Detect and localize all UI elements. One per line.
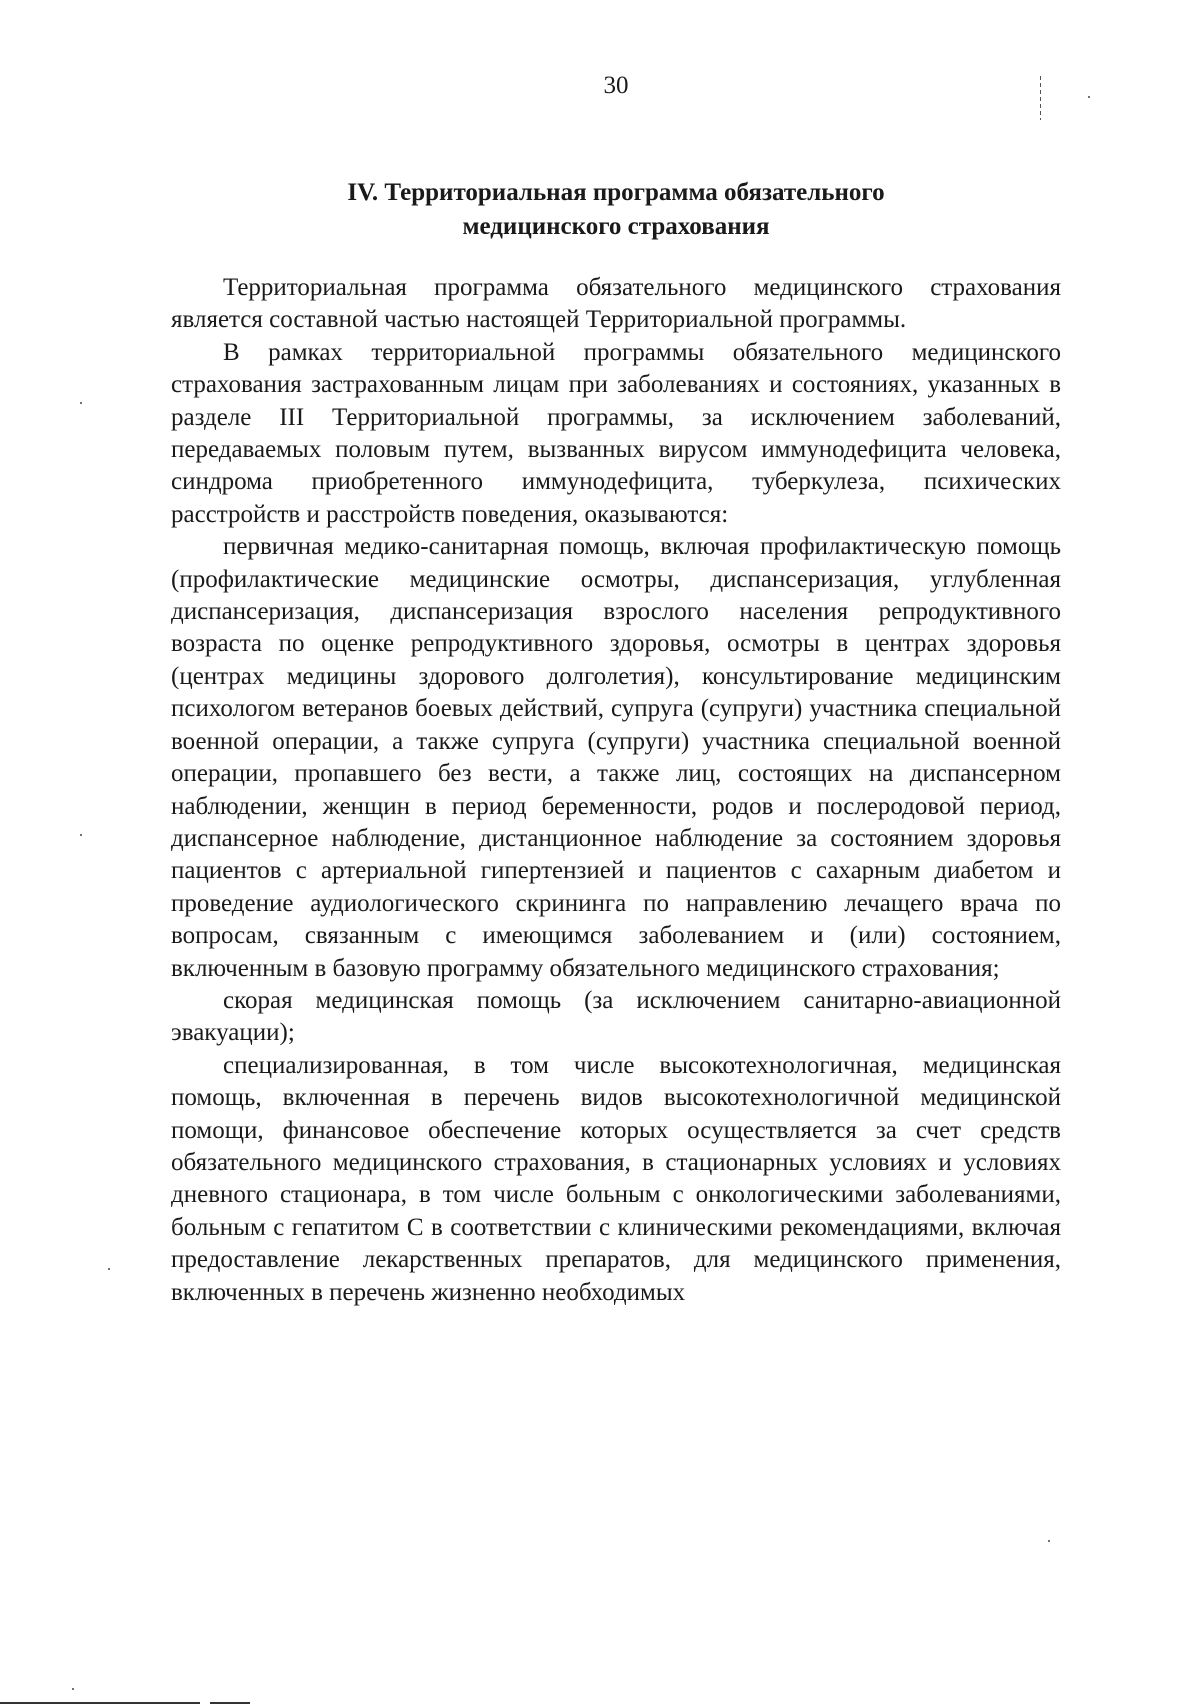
scan-dot (1088, 96, 1090, 98)
paragraph-2: В рамках территориальной программы обязательного медицинского страхования застрахованным лицам при заболеваниях и состояниях, указанных в разделе III Территориальной программы, за исключением заболеваний, передаваемых половым путем, вызванных вирусом иммунодефицита человека, синдрома приобретенного иммунодефицита, туберкулеза, психических расстройств и расстройств поведения, оказываются: (171, 338, 1061, 528)
section-heading-line-1: IV. Территориальная программа обязательного (347, 179, 885, 206)
page-number: 30 (603, 72, 629, 99)
paragraph-4: скорая медицинская помощь (за исключением санитарно-авиационной эвакуации); (171, 986, 1061, 1047)
body-text (171, 272, 1061, 1309)
paragraph-1: Территориальная программа обязательного медицинского страхования является составной частью настоящей Территориальной программы. (171, 274, 1061, 334)
paragraph-3: первичная медико-санитарная помощь, включая профилактическую помощь (профилактические медицинские осмотры, диспансеризация, углубленная диспансеризация, диспансеризация взрослого населения репродуктивного возраста по оценке репродуктивного здоровья, осмотры в центрах здоровья (центрах медицины здорового долголетия), консультирование медицинским психологом ветеранов боевых действий, супруга (супруги) участника специальной военной операции, а также супруга (супруги) участника специальной военной операции, пропавшего без вести, а также лиц, состоящих на диспансерном наблюдении, женщин в период беременности, родов и послеродовой период, диспансерное наблюдение, дистанционное наблюдение за состоянием здоровья пациентов с артериальной гипертензией и пациентов с сахарным диабетом и проведение аудиологического скрининга по направлению лечащего врача по вопросам, связанным с имеющимся заболеванием и (или) состоянием, включенным в базовую программу обязательного медицинского страхования; (171, 533, 1061, 982)
scan-mark-vertical (1040, 76, 1041, 120)
section-heading (171, 176, 1061, 244)
scan-dot (108, 1268, 110, 1270)
scan-dot (1048, 1540, 1050, 1542)
scan-dot (80, 402, 82, 404)
scan-edge-line (0, 1702, 250, 1704)
section-heading-line-2: медицинского страхования (462, 213, 770, 240)
scan-dot (72, 1688, 74, 1690)
paragraph-5: специализированная, в том числе высокотехнологичная, медицинская помощь, включенная в перечень видов высокотехнологичной медицинской помощи, финансовое обеспечение которых осуществляется за счет средств обязательного медицинского страхования, в стационарных условиях и условиях дневного стационара, в том числе больным с онкологическими заболеваниями, больным с гепатитом С в соответствии с клиническими рекомендациями, включая предоставление лекарственных препаратов, для медицинского применения, включенных в перечень жизненно необходимых (171, 1051, 1061, 1306)
scan-dot (80, 834, 82, 836)
